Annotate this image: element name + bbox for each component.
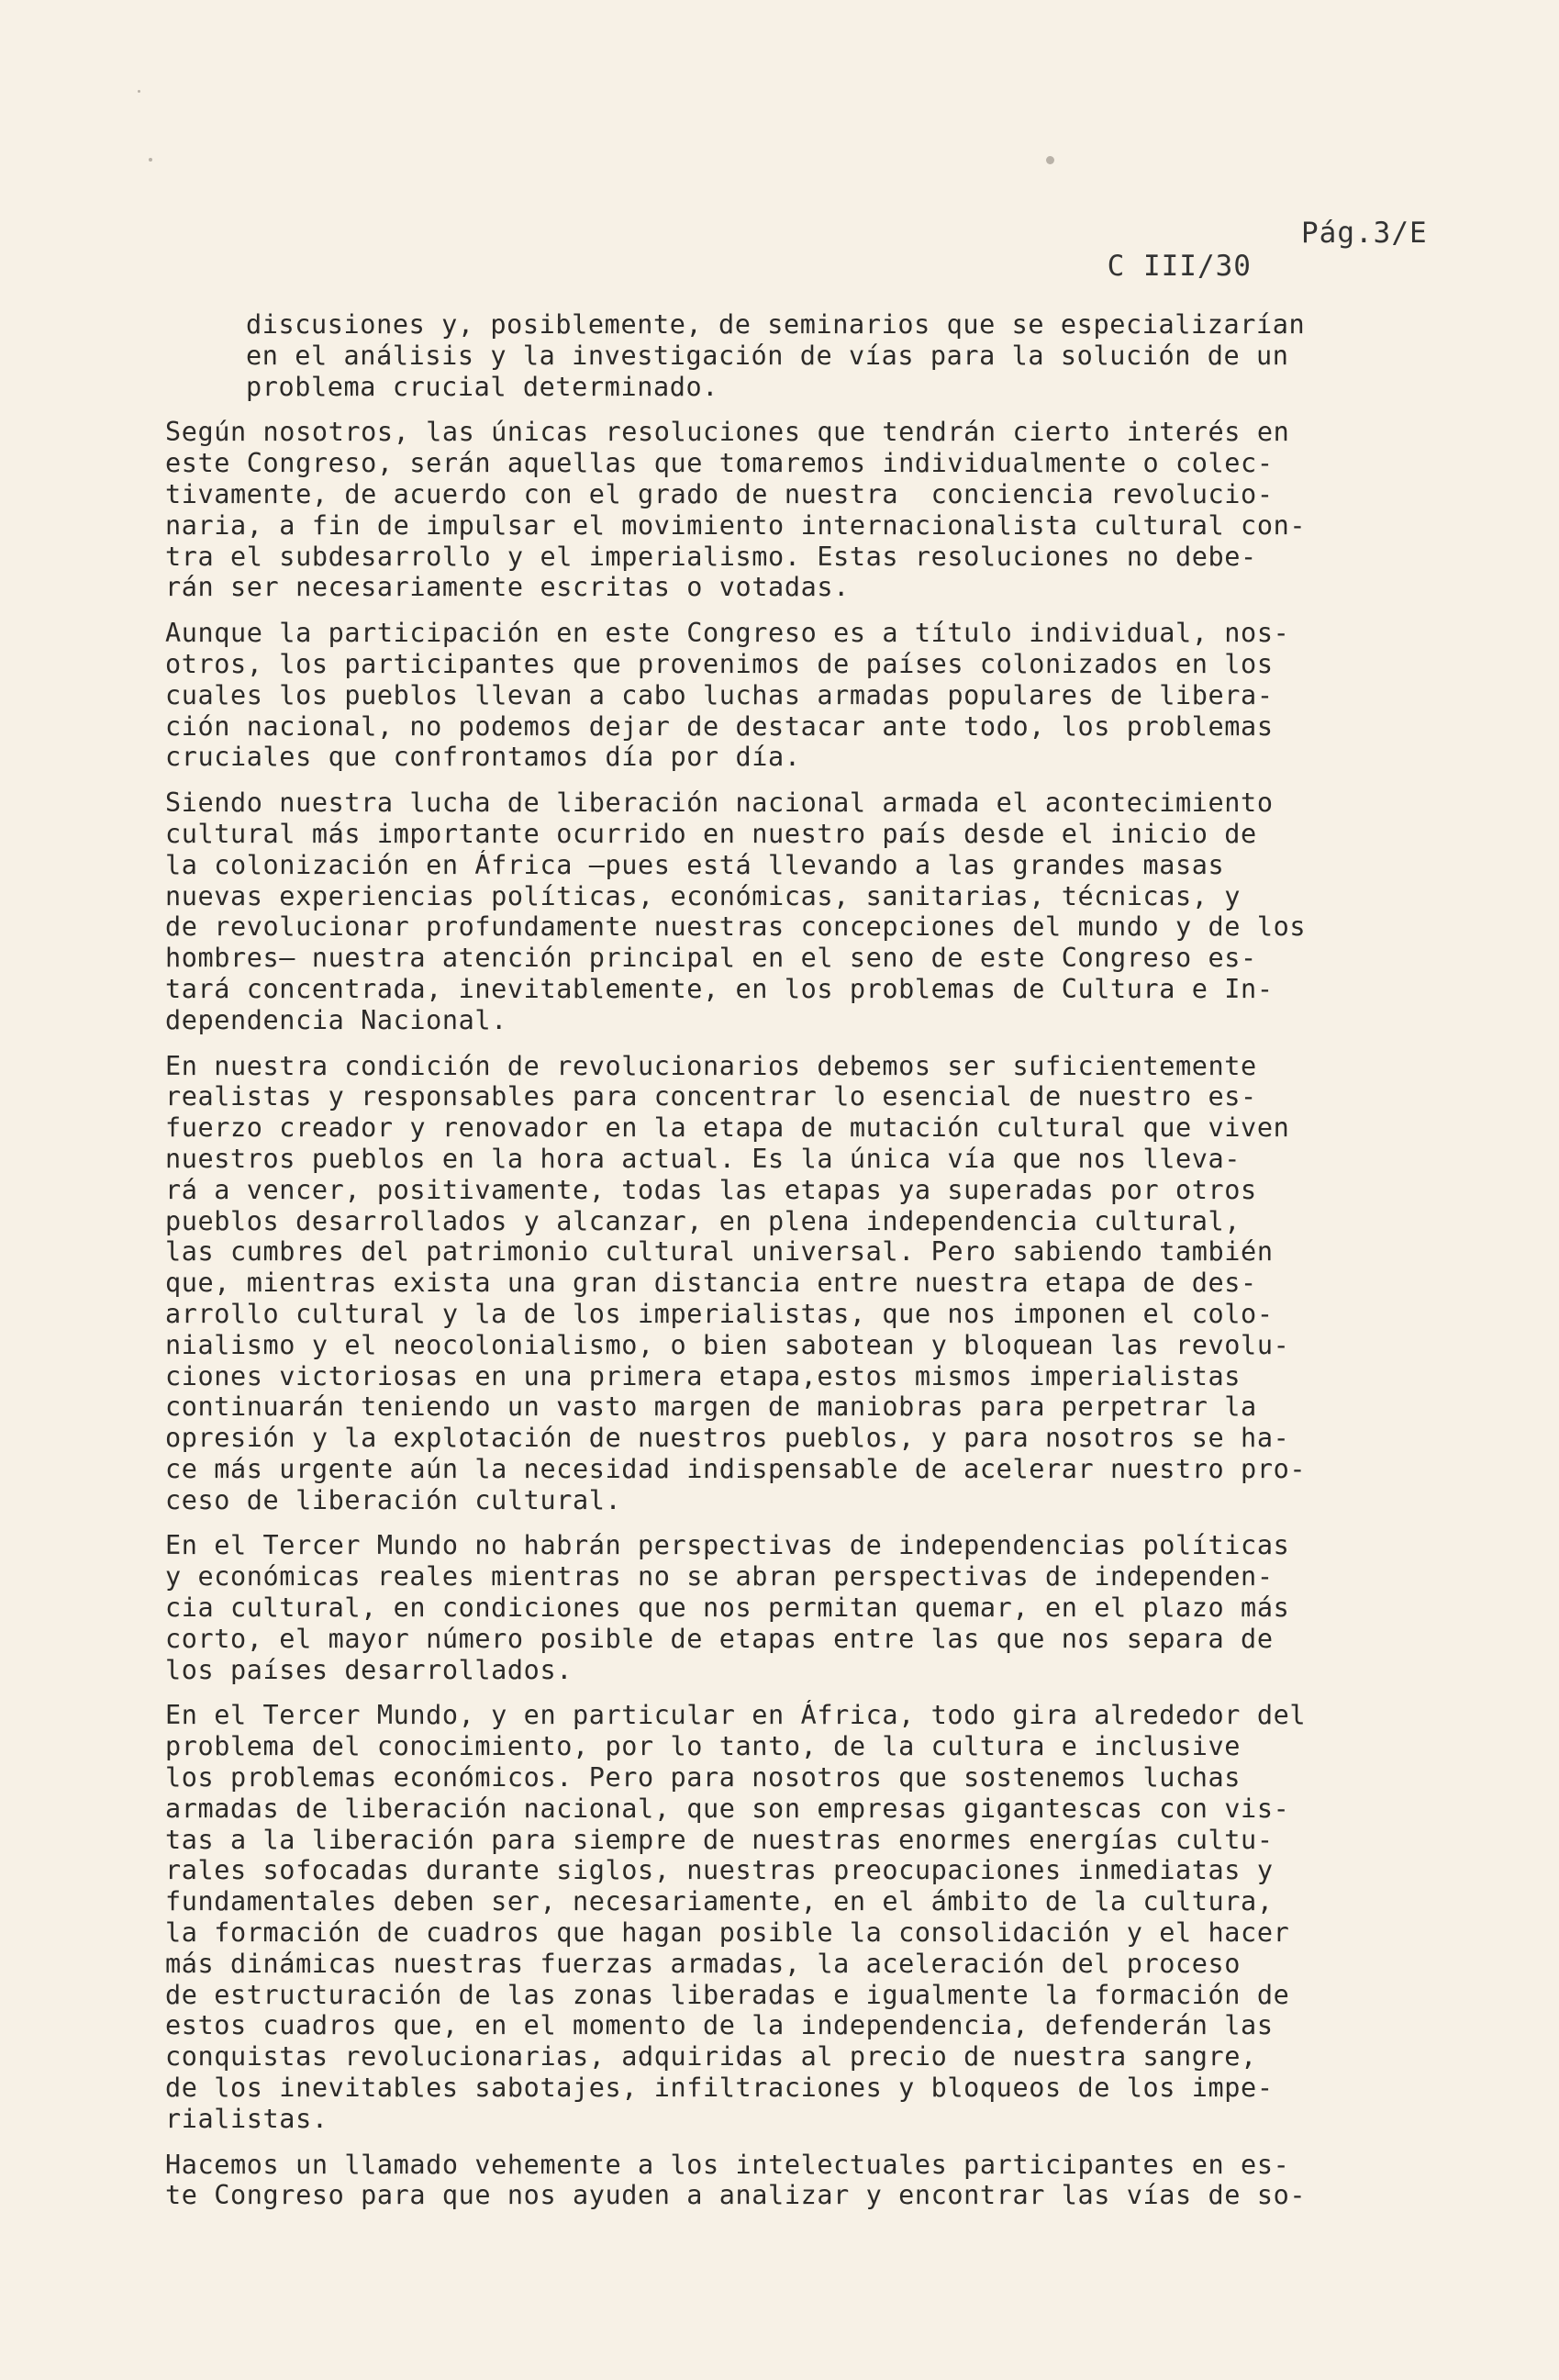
text-line: tas a la liberación para siempre de nuestras enormes energías cultu-: [165, 1824, 1274, 1855]
text-line: más dinámicas nuestras fuerzas armadas, la aceleración del proceso: [165, 1948, 1242, 1979]
text-line: tará concentrada, inevitablemente, en los problemas de Cultura e In-: [165, 973, 1274, 1004]
text-line: Hacemos un llamado vehemente a los intelectuales participantes en es-: [165, 2149, 1290, 2180]
text-line: nuestros pueblos en la hora actual. Es la única vía que nos lleva-: [165, 1143, 1242, 1174]
paragraph: [165, 1700, 1505, 2134]
text-line: Según nosotros, las únicas resoluciones que tendrán cierto interés en: [165, 417, 1290, 448]
text-line: continuarán teniendo un vasto margen de maniobras para perpetrar la: [165, 1391, 1257, 1423]
paragraph: [165, 1530, 1505, 1685]
text-line: hombres— nuestra atención principal en el seno de este Congreso es-: [165, 943, 1257, 974]
text-line: y económicas reales mientras no se abran perspectivas de independen-: [165, 1561, 1274, 1592]
text-line: ciones victoriosas en una primera etapa,estos mismos imperialistas: [165, 1360, 1242, 1391]
text-line: otros, los participantes que provenimos de países colonizados en los: [165, 648, 1274, 679]
text-line: te Congreso para que nos ayuden a analizar y encontrar las vías de so-: [165, 2180, 1307, 2211]
text-line: ceso de liberación cultural.: [165, 1484, 622, 1515]
text-line: rialistas.: [165, 2103, 329, 2134]
text-line: la colonización en África —pues está llevando a las grandes masas: [165, 849, 1225, 880]
text-line: fuerzo creador y renovador en la etapa de mutación cultural que viven: [165, 1112, 1290, 1144]
paper-speck: [1046, 156, 1054, 164]
text-line: armadas de liberación nacional, que son empresas gigantescas con vis-: [165, 1793, 1290, 1824]
paper-speck: [149, 158, 152, 162]
text-line: cultural más importante ocurrido en nuestro país desde el inicio de: [165, 818, 1257, 849]
paragraph: [165, 618, 1505, 773]
text-line: las cumbres del patrimonio cultural universal. Pero sabiendo también: [165, 1236, 1274, 1268]
text-line: los países desarrollados.: [165, 1654, 573, 1685]
text-line: En el Tercer Mundo no habrán perspectivas de independencias políticas: [165, 1530, 1290, 1561]
document-reference: C III/30: [1107, 250, 1252, 283]
paragraph: [165, 309, 1505, 402]
text-line: rán ser necesariamente escritas o votadas.: [165, 572, 850, 603]
text-line: los problemas económicos. Pero para nosotros que sostenemos luchas: [165, 1762, 1242, 1793]
text-line: tra el subdesarrollo y el imperialismo. Estas resoluciones no debe-: [165, 541, 1257, 572]
text-line: cuales los pueblos llevan a cabo luchas armadas populares de libera-: [165, 679, 1274, 710]
text-line: Aunque la participación en este Congreso es a título individual, nos-: [165, 618, 1290, 649]
text-line: naria, a fin de impulsar el movimiento internacionalista cultural con-: [165, 509, 1307, 541]
paper-speck: [138, 90, 140, 93]
text-line: de los inevitables sabotajes, infiltraciones y bloqueos de los impe-: [165, 2073, 1274, 2104]
paragraph: [165, 2150, 1505, 2212]
text-line: nialismo y el neocolonialismo, o bien sabotean y bloquean las revolu-: [165, 1329, 1290, 1360]
text-line: cruciales que confrontamos día por día.: [165, 742, 801, 773]
text-line: conquistas revolucionarias, adquiridas al precio de nuestra sangre,: [165, 2041, 1257, 2073]
text-line: en el análisis y la investigación de vías para la solución de un: [246, 340, 1289, 371]
text-line: En el Tercer Mundo, y en particular en África, todo gira alrededor del: [165, 1700, 1307, 1731]
text-line: rales sofocadas durante siglos, nuestras preocupaciones inmediatas y: [165, 1855, 1274, 1886]
text-line: problema crucial determinado.: [246, 371, 718, 402]
text-line: pueblos desarrollados y alcanzar, en plena independencia cultural,: [165, 1205, 1242, 1236]
paragraph: [165, 1051, 1505, 1516]
text-line: opresión y la explotación de nuestros pueblos, y para nosotros se ha-: [165, 1423, 1290, 1454]
text-line: estos cuadros que, en el momento de la independencia, defenderán las: [165, 2010, 1274, 2041]
paragraph: [165, 417, 1505, 603]
text-line: que, mientras exista una gran distancia entre nuestra etapa de des-: [165, 1268, 1257, 1299]
page-number: Pág.3/E: [1301, 217, 1428, 250]
text-line: rá a vencer, positivamente, todas las etapas ya superadas por otros: [165, 1174, 1257, 1205]
text-line: En nuestra condición de revolucionarios debemos ser suficientemente: [165, 1050, 1257, 1081]
text-line: de estructuración de las zonas liberadas e igualmente la formación de: [165, 1979, 1290, 2010]
text-line: fundamentales deben ser, necesariamente, en el ámbito de la cultura,: [165, 1886, 1274, 1917]
text-line: este Congreso, serán aquellas que tomaremos individualmente o colec-: [165, 448, 1274, 479]
text-line: ce más urgente aún la necesidad indispensable de acelerar nuestro pro-: [165, 1453, 1307, 1484]
text-line: nuevas experiencias políticas, económicas, sanitarias, técnicas, y: [165, 880, 1242, 911]
paragraph: [165, 788, 1505, 1035]
text-line: la formación de cuadros que hagan posible la consolidación y el hacer: [165, 1917, 1290, 1949]
text-line: tivamente, de acuerdo con el grado de nuestra conciencia revolucio-: [165, 478, 1274, 509]
text-line: cia cultural, en condiciones que nos permitan quemar, en el plazo más: [165, 1592, 1290, 1624]
text-line: ción nacional, no podemos dejar de destacar ante todo, los problemas: [165, 710, 1274, 742]
text-line: arrollo cultural y la de los imperialistas, que nos imponen el colo-: [165, 1298, 1274, 1329]
text-line: de revolucionar profundamente nuestras concepciones del mundo y de los: [165, 911, 1307, 943]
document-body: [165, 309, 1505, 2226]
text-line: Siendo nuestra lucha de liberación nacional armada el acontecimiento: [165, 788, 1274, 819]
text-line: corto, el mayor número posible de etapas entre las que nos separa de: [165, 1623, 1274, 1654]
text-line: discusiones y, posiblemente, de seminarios que se especializarían: [246, 309, 1306, 340]
text-line: problema del conocimiento, por lo tanto, de la cultura e inclusive: [165, 1731, 1242, 1762]
text-line: realistas y responsables para concentrar lo esencial de nuestro es-: [165, 1081, 1257, 1112]
text-line: dependencia Nacional.: [165, 1004, 507, 1035]
